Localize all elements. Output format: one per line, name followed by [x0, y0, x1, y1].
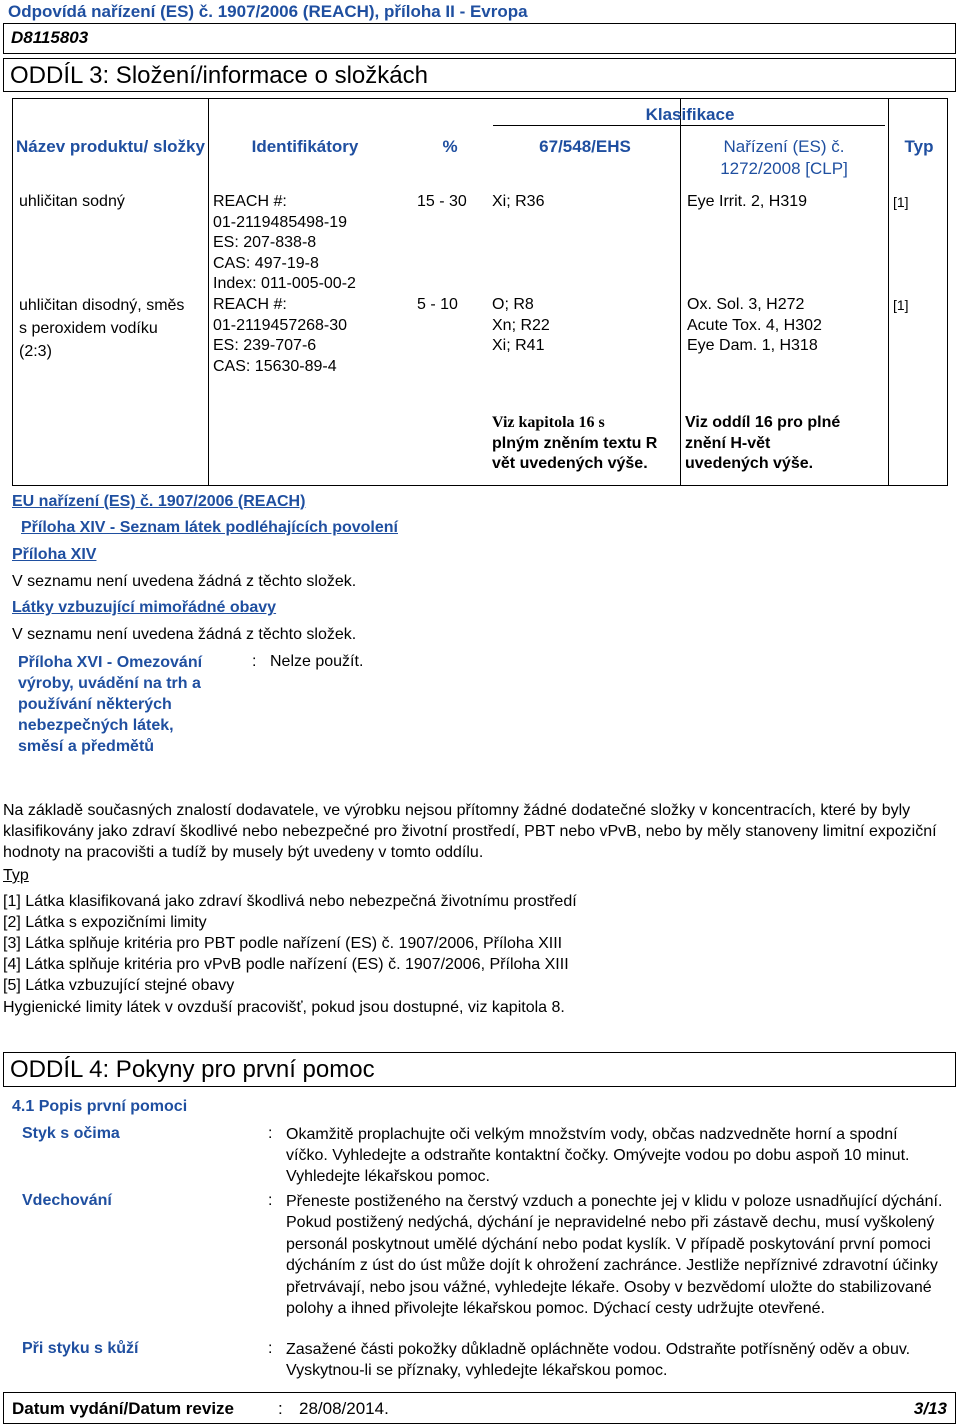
col-header-name: Název produktu/ složky [16, 137, 205, 156]
footnote-r-phrases [492, 413, 657, 475]
row2-clp: Ox. Sol. 3, H272 Acute Tox. 4, H302 Eye Dam. 1, H318 [687, 296, 822, 354]
footnote-r-rest: plným zněním textu R vět uvedených výše. [492, 434, 658, 472]
col-header-clp: Nařízení (ES) č. 1272/2008 [CLP] [720, 137, 848, 178]
table-divider [888, 98, 889, 486]
table-divider [208, 98, 209, 486]
type-list [3, 891, 577, 996]
inhalation-text: Přeneste postiženého na čerstvý vzduch a ponechte jej v klidu v poloze usnadňující dýchání. Pokud postižený nedýchá, dýchání je nepravidelné nebo při zástavě dechu, musí vyškolený personál poskytnout umělé dýchání nebo podat kyslík. V případě poskytování první pomoci dýcháním z úst do úst může dojít k ohrožení zachránce. Jestliže nepříznivé zdravotní účinky přetrvávají, nebo jsou vážné, vyhledejte lékaře. Osoby v bezvědomí uložte do stabilizované polohy a ihned přivolejte lékařskou pomoc. Dýchací cesty udržujte otevřené. [286, 1193, 943, 1318]
footnote-h-phrases: Viz oddíl 16 pro plné znění H-vět uvedených výše. [685, 414, 841, 472]
type-heading: Typ [3, 867, 29, 884]
footer-box [3, 1392, 956, 1424]
annex17-colon: : [252, 653, 257, 670]
type-list-item: [5] Látka vzbuzující stejné obavy [3, 977, 235, 994]
doc-code: D8115803 [11, 28, 89, 47]
first-aid-subheading: 4.1 Popis první pomoci [12, 1098, 188, 1115]
regulation-header: Odpovídá nařízení (ES) č. 1907/2006 (REACH), příloha II - Evropa [8, 2, 528, 21]
page-number: 3/13 [913, 1399, 947, 1418]
annex14-text: V seznamu není uvedena žádná z těchto složek. [12, 573, 357, 590]
skin-contact-label: Při styku s kůží [22, 1340, 139, 1357]
type-list-item: [1] Látka klasifikovaná jako zdraví škodlivá nebo nebezpečná životnímu prostředí [3, 893, 577, 910]
footer-date-label: Datum vydání/Datum revize [12, 1399, 235, 1418]
row1-percent: 15 - 30 [417, 193, 467, 210]
footnote-r-prefix: Viz kapitola 16 s [492, 414, 605, 431]
row2-identifiers: REACH #: 01-2119457268-30 ES: 239-707-6 CAS: 15630-89-4 [213, 296, 348, 375]
annex17-value: Nelze použít. [270, 653, 364, 670]
row2-name: uhličitan disodný, směs s peroxidem vodíku (2:3) [19, 297, 185, 360]
svhc-text: V seznamu není uvedena žádná z těchto složek. [12, 626, 357, 643]
svhc-label[interactable]: Látky vzbuzující mimořádné obavy [12, 599, 277, 616]
col-header-eec: 67/548/EHS [539, 137, 631, 156]
section4-title-box [3, 1052, 956, 1087]
doc-code-box [3, 23, 956, 54]
eu-reach-heading[interactable]: EU nařízení (ES) č. 1907/2006 (REACH) [12, 493, 306, 510]
row2-percent: 5 - 10 [417, 296, 458, 313]
type-list-item: [3] Látka splňuje kritéria pro PBT podle nařízení (ES) č. 1907/2006, Příloha XIII [3, 935, 563, 952]
eye-contact-colon: : [268, 1125, 273, 1142]
type-list-item: [2] Látka s expozičními limity [3, 914, 207, 931]
annex14-label[interactable]: Příloha XIV [12, 546, 97, 563]
footer-date: 28/08/2014. [299, 1399, 389, 1418]
skin-contact-colon: : [268, 1340, 273, 1357]
row1-type: [1] [893, 194, 909, 210]
table-divider [680, 98, 681, 486]
hygiene-note: Hygienické limity látek v ovzduší pracovišť, pokud jsou dostupné, viz kapitola 8. [3, 999, 565, 1016]
footer-colon: : [278, 1399, 283, 1418]
section3-title: ODDÍL 3: Složení/informace o složkách [10, 62, 428, 89]
annex14-heading[interactable]: Příloha XIV - Seznam látek podléhajících povolení [21, 519, 398, 536]
row2-type: [1] [893, 297, 909, 313]
col-header-identifiers: Identifikátory [251, 137, 359, 156]
row2-eec: O; R8 Xn; R22 Xi; R41 [492, 296, 550, 354]
row1-name: uhličitan sodný [19, 193, 125, 210]
type-list-item: [4] Látka splňuje kritéria pro vPvB podle nařízení (ES) č. 1907/2006, Příloha XIII [3, 956, 569, 973]
eye-contact-label: Styk s očima [22, 1125, 120, 1142]
row1-eec: Xi; R36 [492, 193, 545, 210]
eye-contact-text: Okamžitě proplachujte oči velkým množstvím vody, občas nadzvedněte horní a spodní víčko. Vyhledejte a odstraňte kontaktní čočky. Omývejte vodou po dobu aspoň 10 minut. Vyhledejte lékařskou pomoc. [286, 1126, 910, 1185]
col-header-type: Typ [904, 137, 934, 156]
inhalation-colon: : [268, 1192, 273, 1209]
additional-components-note: Na základě současných znalostí dodavatele, ve výrobku nejsou přítomny žádné dodatečné složky v koncentracích, které by byly klasifikovány jako zdraví škodlivé nebo nebezpečné pro životní prostředí, PBT nebo vPvB, nebo by měly stanoveny limitní expoziční hodnoty na pracovišti a tudíž by musely být uvedeny v tomto oddílu. [3, 802, 937, 861]
section4-title: ODDÍL 4: Pokyny pro první pomoc [10, 1056, 375, 1083]
col-header-percent: % [442, 137, 458, 156]
annex17-label: Příloha XVI - Omezování výroby, uvádění na trh a používání některých nebezpečných látek, směsí a předmětů [18, 654, 203, 755]
row1-identifiers: REACH #: 01-2119485498-19 ES: 207-838-8 CAS: 497-19-8 Index: 011-005-00-2 [213, 193, 356, 292]
row1-clp: Eye Irrit. 2, H319 [687, 193, 808, 210]
col-header-classification: Klasifikace [645, 105, 735, 124]
section3-title-box [3, 58, 956, 92]
skin-contact-text: Zasažené části pokožky důkladně opláchněte vodou. Odstraňte potřísněný oděv a obuv. Vyskytnou-li se příznaky, vyhledejte lékařskou pomoc. [286, 1341, 911, 1379]
inhalation-label: Vdechování [22, 1192, 112, 1209]
